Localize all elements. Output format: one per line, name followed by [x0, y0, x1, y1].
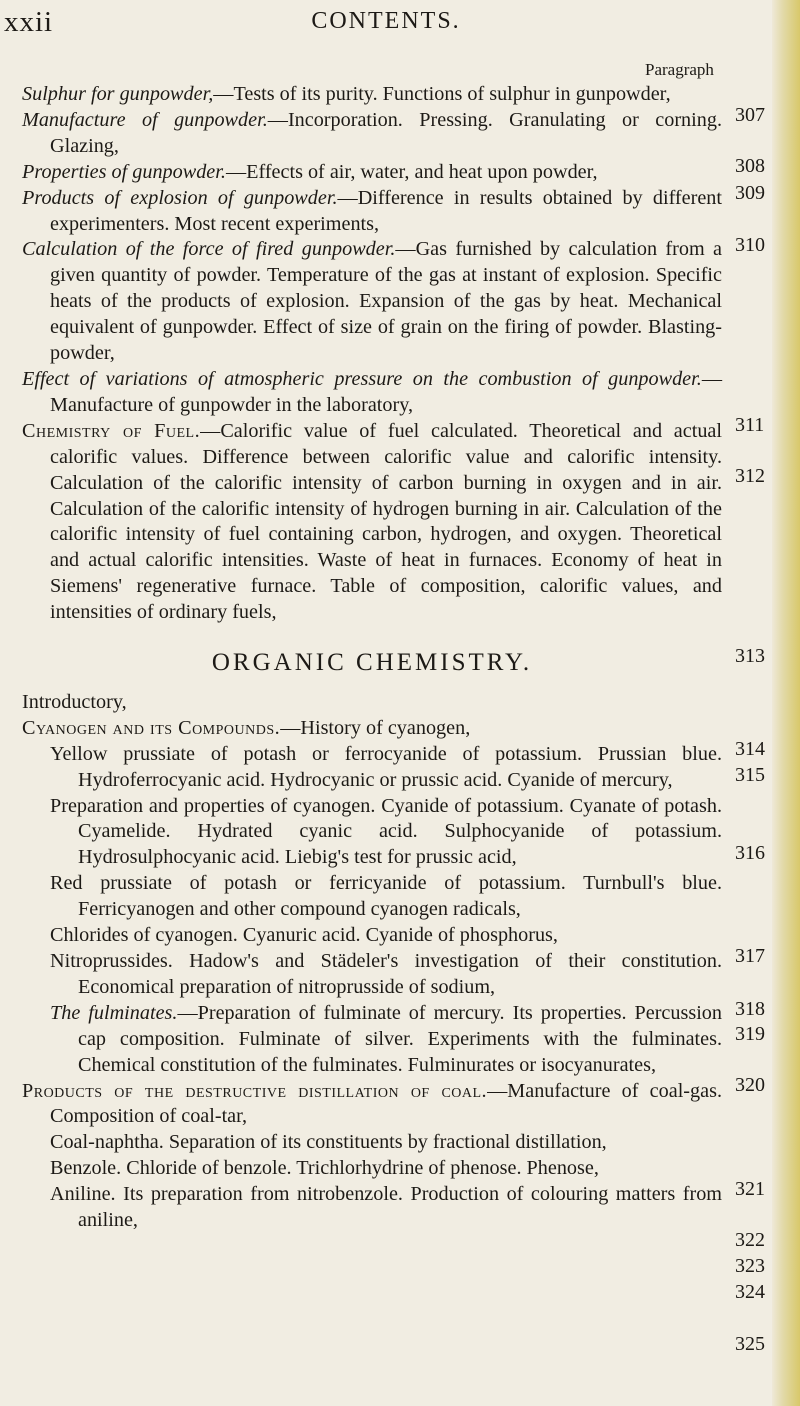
contents-body — [22, 82, 722, 1234]
toc-entry — [22, 237, 722, 367]
paragraph-number: 309 — [735, 182, 765, 204]
toc-entry — [50, 871, 722, 923]
entry-text: Yellow prussiate of potash or ferrocyanide of potassium. Prussian blue. Hydroferrocyanic acid. Hydrocyanic or prussic acid. Cyanide of mercury, — [50, 742, 722, 791]
paragraph-column-label: Paragraph — [645, 60, 714, 79]
toc-entry — [50, 1001, 722, 1079]
paragraph-number: 307 — [735, 104, 765, 126]
toc-entry — [22, 108, 722, 160]
entry-lead: Effect of variations of atmospheric pressure on the combustion of gunpowder. — [22, 367, 702, 390]
toc-entry — [50, 1156, 722, 1182]
entry-text: —Effects of air, water, and heat upon powder, — [225, 160, 598, 183]
entry-lead: Calculation of the force of fired gunpowder. — [22, 238, 396, 261]
section-title: ORGANIC CHEMISTRY. — [211, 649, 533, 677]
paragraph-number: 322 — [735, 1229, 765, 1251]
page-edge — [772, 0, 800, 1406]
toc-entry — [50, 742, 722, 794]
entry-text: —Gas furnished by calculation from a given quantity of powder. Temperature of the gas at instant of explosion. Specific heats of the products of explosion. Expansion of the gas by heat. Mechanical equivalent of gunpowder. Effect of size of grain on the firing of powder. Blasting-powder, — [50, 238, 722, 365]
paragraph-number: 313 — [735, 645, 765, 667]
entry-text: Introductory, — [22, 690, 127, 713]
paragraph-number: 311 — [735, 414, 765, 436]
entry-lead: Manufacture of gunpowder. — [22, 108, 268, 131]
paragraph-number: 314 — [735, 738, 765, 760]
entry-lead: Properties of gunpowder. — [22, 160, 226, 183]
entry-text: Aniline. Its preparation from nitrobenzole. Production of colouring matters from aniline, — [50, 1183, 722, 1232]
entry-lead: Cyanogen and its Compounds. — [22, 716, 281, 739]
toc-entry — [50, 949, 722, 1001]
paragraph-number: 317 — [735, 945, 765, 967]
entry-text: Red prussiate of potash or ferricyanide of potassium. Turnbull's blue. Ferricyanogen and other compound cyanogen radicals, — [50, 872, 722, 921]
entry-lead: Sulphur for gunpowder, — [22, 83, 214, 105]
paragraph-number: 310 — [735, 234, 765, 256]
entry-lead: Chemistry of Fuel. — [22, 419, 201, 442]
toc-entry — [50, 1182, 722, 1234]
toc-entry — [22, 160, 722, 186]
entry-text: —Preparation of fulminate of mercury. Its properties. Percussion cap composition. Fulminate of silver. Experiments with the fulminates. Chemical constitution of the fulminates. Fulminurates or isocyanurates, — [78, 1001, 722, 1076]
paragraph-number: 323 — [735, 1255, 765, 1277]
paragraph-number: 315 — [735, 764, 765, 786]
entry-text: Coal-naphtha. Separation of its constituents by fractional distillation, — [50, 1131, 607, 1154]
entry-text: —History of cyanogen, — [280, 716, 471, 739]
entry-text: —Difference in results obtained by different experimenters. Most recent experiments, — [50, 186, 722, 235]
paragraph-number: 318 — [735, 998, 765, 1020]
paragraph-number: 321 — [735, 1178, 765, 1200]
entry-text: —Manufacture of gunpowder in the laboratory, — [50, 367, 722, 416]
toc-entry — [22, 690, 722, 716]
entry-text: Benzole. Chloride of benzole. Trichlorhydrine of phenose. Phenose, — [50, 1157, 599, 1180]
entry-lead: The fulminates. — [50, 1001, 178, 1024]
paragraph-number: 319 — [735, 1023, 765, 1045]
paragraph-number: 325 — [735, 1333, 765, 1355]
entry-text: —Calorific value of fuel calculated. Theoretical and actual calorific values. Difference between calorific value and calorific intensity. Calculation of the calorific intensity of carbon burning in oxygen and in air. Calculation of the calorific intensity of hydrogen burning in air. Calculation of the calorific intensity of fuel containing carbon, hydrogen, and oxygen. Theoretical and actual calorific intensities. Waste of heat in furnaces. Economy of heat in Siemens' regenerative furnace. Table of composition, calorific values, and intensities of ordinary fuels, — [50, 419, 722, 624]
entry-lead: Products of explosion of gunpowder. — [22, 186, 338, 209]
entry-text: Nitroprussides. Hadow's and Städeler's investigation of their constitution. Economical preparation of nitroprusside of sodium, — [50, 950, 722, 998]
toc-entry — [22, 186, 722, 238]
paragraph-number: 308 — [735, 155, 765, 177]
toc-entry — [22, 82, 722, 108]
toc-entry — [50, 1130, 722, 1156]
entry-text: —Incorporation. Pressing. Granulating or corning. Glazing, — [50, 108, 722, 157]
toc-entry — [50, 794, 722, 872]
toc-entry — [50, 923, 722, 949]
entry-text: —Tests of its purity. Functions of sulphur in gunpowder, — [213, 83, 671, 105]
entry-text: Preparation and properties of cyanogen. Cyanide of potassium. Cyanate of potash. Cyamelide. Hydrated cyanic acid. Sulphocyanide of potassium. Hydrosulphocyanic acid. Liebig's test for prussic acid, — [50, 794, 722, 869]
page-number: xxii — [4, 6, 54, 38]
paragraph-number: 312 — [735, 465, 765, 487]
toc-entry — [22, 1079, 722, 1131]
entry-text: Chlorides of cyanogen. Cyanuric acid. Cyanide of phosphorus, — [50, 924, 558, 947]
paragraph-number: 316 — [735, 842, 765, 864]
toc-entry — [22, 419, 722, 626]
paragraph-number: 324 — [735, 1281, 765, 1303]
running-title: CONTENTS. — [311, 8, 461, 34]
paragraph-number: 320 — [735, 1074, 765, 1096]
entry-lead: Products of the destructive distillation of coal. — [22, 1079, 488, 1102]
entry-text: —Manufacture of coal-gas. Composition of coal-tar, — [50, 1079, 722, 1128]
toc-entry — [22, 367, 722, 419]
toc-entry — [22, 716, 722, 742]
